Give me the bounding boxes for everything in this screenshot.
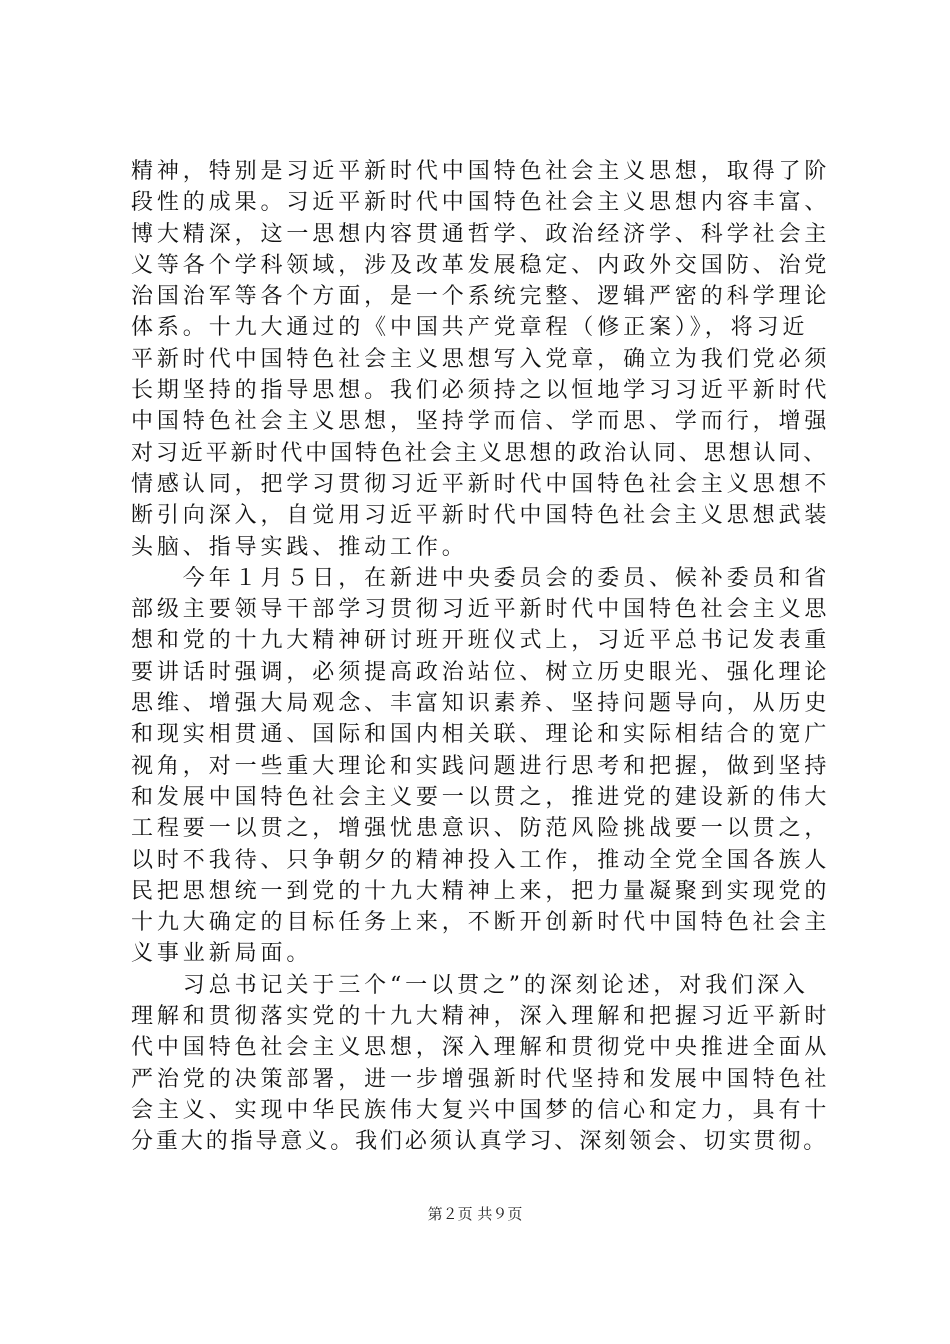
- text-line: 会主义、实现中华民族伟大复兴中国梦的信心和定力，具有十: [131, 1097, 831, 1123]
- text-line: 长期坚持的指导思想。我们必须持之以恒地学习习近平新时代: [131, 378, 831, 404]
- text-line: 严治党的决策部署，进一步增强新时代坚持和发展中国特色社: [131, 1066, 831, 1092]
- text-line: 工程要一以贯之，增强忧患意识、防范风险挑战要一以贯之，: [131, 816, 831, 842]
- text-line: 以时不我待、只争朝夕的精神投入工作，推动全党全国各族人: [131, 847, 831, 873]
- text-line: 民把思想统一到党的十九大精神上来，把力量凝聚到实现党的: [131, 878, 831, 904]
- text-line: 治国治军等各个方面，是一个系统完整、逻辑严密的科学理论: [131, 284, 831, 310]
- text-line: 义等各个学科领域，涉及改革发展稳定、内政外交国防、治党: [131, 252, 831, 278]
- text-line: 段性的成果。习近平新时代中国特色社会主义思想内容丰富、: [131, 190, 831, 216]
- text-line: 中国特色社会主义思想，坚持学而信、学而思、学而行，增强: [131, 409, 831, 435]
- text-line: 断引向深入，自觉用习近平新时代中国特色社会主义思想武装: [131, 503, 831, 529]
- text-line: 思维、增强大局观念、丰富知识素养、坚持问题导向，从历史: [131, 691, 831, 717]
- text-line: 博大精深，这一思想内容贯通哲学、政治经济学、科学社会主: [131, 221, 831, 247]
- text-line: 视角，对一些重大理论和实践问题进行思考和把握，做到坚持: [131, 753, 831, 779]
- text-line: 和发展中国特色社会主义要一以贯之，推进党的建设新的伟大: [131, 784, 831, 810]
- text-line: 习总书记关于三个“一以贯之”的深刻论述，对我们深入: [131, 972, 809, 998]
- text-line: 代中国特色社会主义思想，深入理解和贯彻党中央推进全面从: [131, 1035, 831, 1061]
- text-line: 义事业新局面。: [131, 941, 313, 967]
- text-line: 体系。十九大通过的《中国共产党章程（修正案）》，将习近: [131, 315, 809, 341]
- text-line: 精神，特别是习近平新时代中国特色社会主义思想，取得了阶: [131, 159, 831, 184]
- text-line: 想和党的十九大精神研讨班开班仪式上，习近平总书记发表重: [131, 628, 831, 654]
- text-line: 平新时代中国特色社会主义思想写入党章，确立为我们党必须: [131, 346, 831, 372]
- text-line: 分重大的指导意义。我们必须认真学习、深刻领会、切实贯彻。: [131, 1129, 829, 1155]
- text-line: 今年１月５日，在新进中央委员会的委员、候补委员和省: [131, 565, 831, 591]
- body-text: [131, 156, 831, 1158]
- text-line: 和现实相贯通、国际和国内相关联、理论和实际相结合的宽广: [131, 722, 831, 748]
- text-line: 对习近平新时代中国特色社会主义思想的政治认同、思想认同、: [131, 440, 829, 466]
- text-line: 部级主要领导干部学习贯彻习近平新时代中国特色社会主义思: [131, 597, 831, 623]
- text-line: 情感认同，把学习贯彻习近平新时代中国特色社会主义思想不: [131, 471, 831, 497]
- text-line: 理解和贯彻落实党的十九大精神，深入理解和把握习近平新时: [131, 1004, 831, 1030]
- text-line: 要讲话时强调，必须提高政治站位、树立历史眼光、强化理论: [131, 659, 831, 685]
- text-line: 十九大确定的目标任务上来，不断开创新时代中国特色社会主: [131, 910, 831, 936]
- page-footer: 第２页 共９页: [427, 1205, 523, 1223]
- text-line: 头脑、指导实践、推动工作。: [131, 534, 468, 560]
